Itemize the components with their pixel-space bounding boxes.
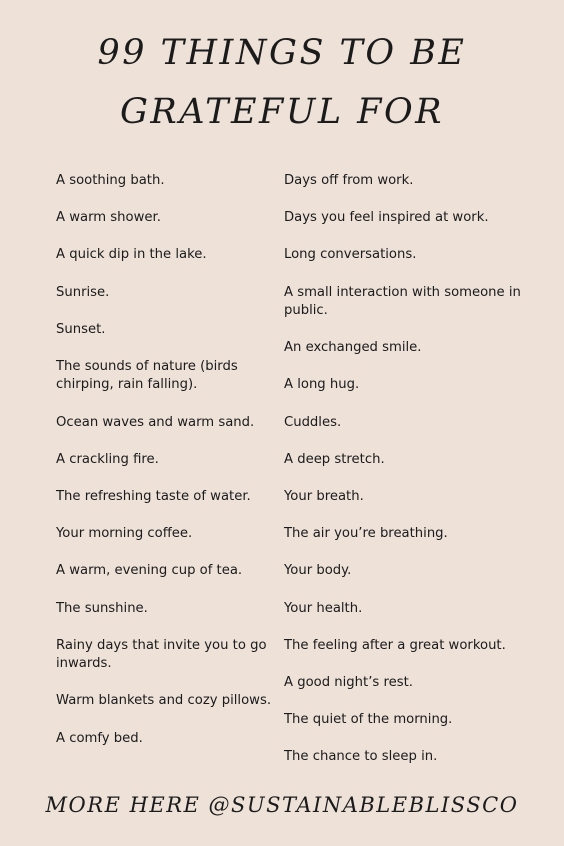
list-item: A comfy bed. xyxy=(56,730,143,746)
list-item: Your morning coffee. xyxy=(56,526,193,542)
list-item: Sunrise. xyxy=(56,284,110,300)
list-item: The quiet of the morning. xyxy=(284,712,453,728)
list-item: Your health. xyxy=(284,600,363,616)
list-item: Cuddles. xyxy=(284,414,342,430)
list-item: A warm, evening cup of tea. xyxy=(56,563,243,579)
list-item: A good night’s rest. xyxy=(284,675,413,691)
list-item: Sunset. xyxy=(56,321,106,337)
list-item: The feeling after a great workout. xyxy=(284,637,506,653)
list-item: Rainy days that invite you to go inwards. xyxy=(56,637,267,672)
list-item: The chance to sleep in. xyxy=(284,749,438,765)
list-item: A small interaction with someone in public. xyxy=(284,284,521,319)
list-item: A crackling fire. xyxy=(56,451,159,467)
list-item: Your body. xyxy=(284,563,352,579)
list-item: Days off from work. xyxy=(284,173,414,188)
list-item: A long hug. xyxy=(284,377,360,393)
right-gratitude-list xyxy=(284,172,534,786)
list-item: The sunshine. xyxy=(56,600,148,616)
list-item: The air you’re breathing. xyxy=(284,526,448,542)
list-item: The sounds of nature (birds chirping, rain falling). xyxy=(56,359,238,393)
list-item: Warm blankets and cozy pillows. xyxy=(56,693,272,709)
list-item: A soothing bath. xyxy=(56,173,165,188)
list-item: A quick dip in the lake. xyxy=(56,247,207,263)
footer-handle: MORE HERE @SUSTAINABLEBLISSCO xyxy=(45,793,519,817)
list-item: The refreshing taste of water. xyxy=(56,489,251,505)
list-item: A deep stretch. xyxy=(284,451,385,467)
list-item: Your breath. xyxy=(284,489,364,505)
list-item: Long conversations. xyxy=(284,247,417,263)
title-line-2: GRATEFUL FOR xyxy=(119,92,445,132)
left-gratitude-list xyxy=(56,172,271,767)
list-item: An exchanged smile. xyxy=(284,340,422,356)
list-item: A warm shower. xyxy=(56,210,161,226)
list-item: Days you feel inspired at work. xyxy=(284,210,489,226)
list-item: Ocean waves and warm sand. xyxy=(56,414,255,430)
title-line-1: 99 THINGS TO BE xyxy=(97,33,467,73)
